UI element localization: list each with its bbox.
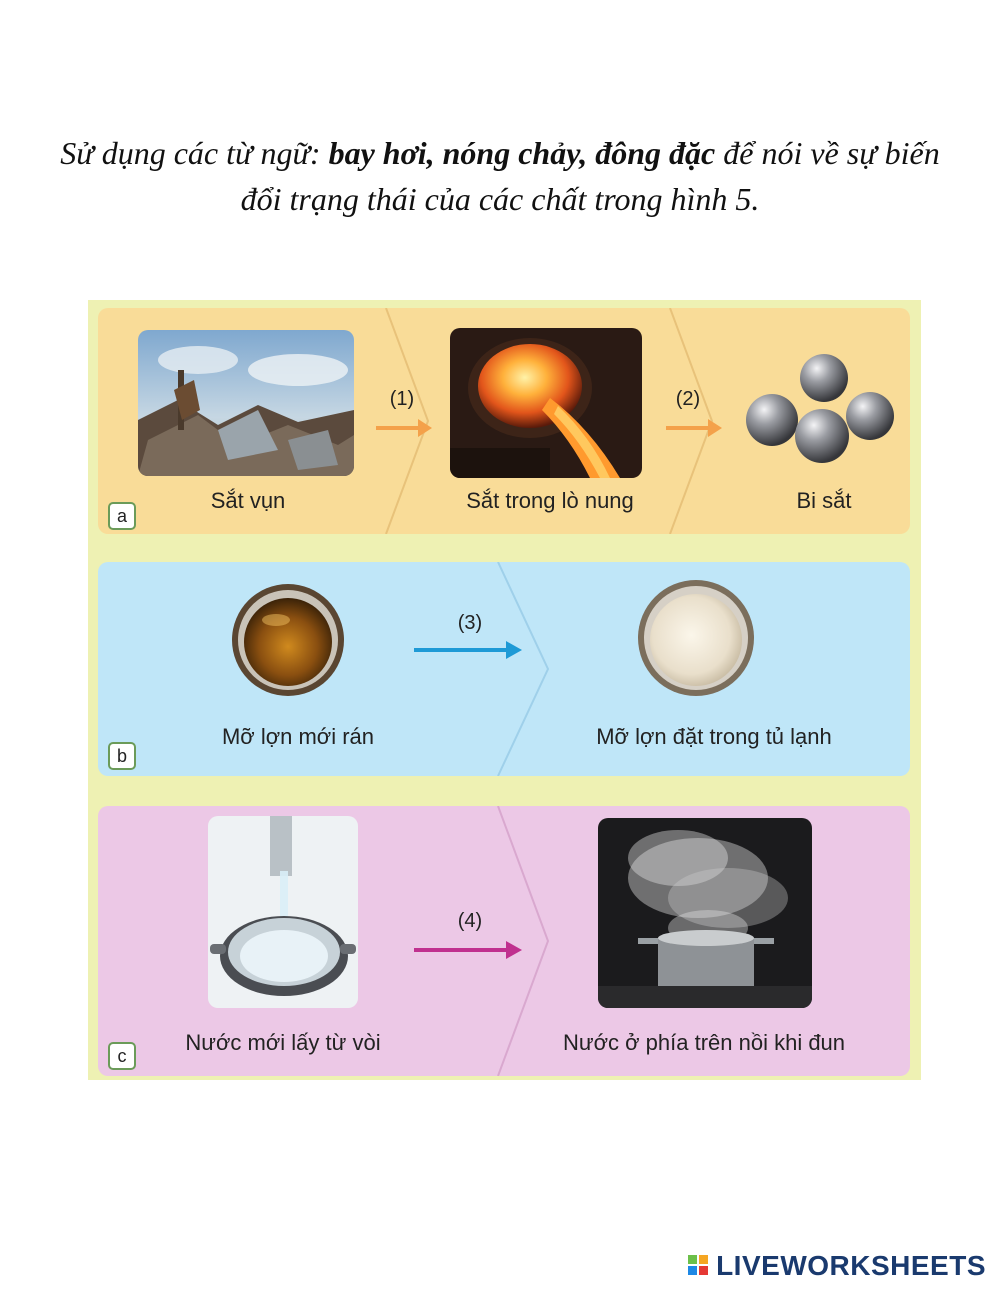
liveworksheets-text: LIVEWORKSHEETS xyxy=(716,1250,986,1281)
hot-lard-bowl-image xyxy=(228,580,348,700)
tag-b: b xyxy=(108,742,136,770)
question-part2: để nói về sự biến đổi trạng thái của các chất trong hình 5. xyxy=(240,135,940,217)
step-4-label: (4) xyxy=(457,910,483,932)
caption-iron-balls: Bi sắt xyxy=(796,488,852,513)
iron-balls-image xyxy=(738,348,898,478)
row-c xyxy=(98,806,910,1076)
step-2-label: (2) xyxy=(675,388,701,410)
step-3-label: (3) xyxy=(457,612,483,634)
question-keywords: bay hơi, nóng chảy, đông đặc xyxy=(328,135,716,171)
row-b xyxy=(98,562,910,776)
furnace-photo xyxy=(450,328,642,478)
tap-water-photo xyxy=(208,816,358,1008)
caption-hot-lard: Mỡ lợn mới rán xyxy=(221,724,375,749)
arrow-4-icon xyxy=(412,938,524,962)
figure-5 xyxy=(88,300,921,1080)
row-a xyxy=(98,308,910,534)
arrow-3-icon xyxy=(412,638,524,662)
steaming-pot-photo xyxy=(598,818,812,1008)
caption-iron-in-furnace: Sắt trong lò nung xyxy=(466,488,634,513)
tag-a: a xyxy=(108,502,136,530)
arrow-2-icon xyxy=(664,416,724,440)
solid-lard-bowl-image xyxy=(634,576,758,700)
step-1-label: (1) xyxy=(389,388,415,410)
liveworksheets-logo xyxy=(688,1250,986,1282)
question-text xyxy=(40,130,960,222)
question-part1: Sử dụng các từ ngữ: xyxy=(60,135,329,171)
caption-water-above-pot: Nước ở phía trên nồi khi đun xyxy=(562,1030,846,1055)
scrap-iron-photo xyxy=(138,330,354,476)
arrow-1-icon xyxy=(374,416,434,440)
caption-tap-water: Nước mới lấy từ vòi xyxy=(185,1030,381,1055)
caption-scrap-iron: Sắt vụn xyxy=(210,488,286,513)
caption-lard-in-fridge: Mỡ lợn đặt trong tủ lạnh xyxy=(596,724,832,749)
tag-c: c xyxy=(108,1042,136,1070)
liveworksheets-icon xyxy=(688,1255,710,1277)
